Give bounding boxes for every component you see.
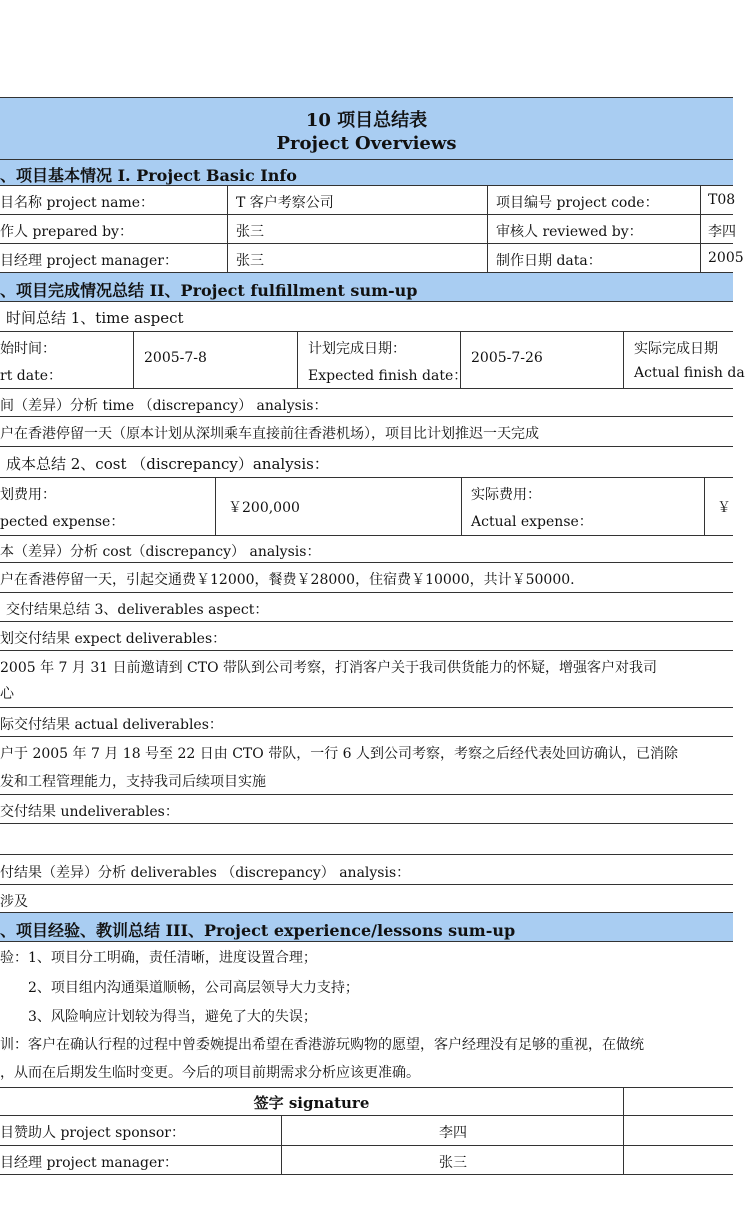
project-manager-label: 目经理 project manager： <box>0 253 179 269</box>
time-dates-row <box>0 331 745 388</box>
undeliverables-label-row: 交付结果 undeliverables： <box>0 794 733 823</box>
expected-finish-label-cn: 计划完成日期： <box>308 341 406 357</box>
project-code-value: T08 <box>708 192 736 208</box>
actual-finish-label-en: Actual finish da <box>634 365 745 381</box>
sponsor-value: 李四 <box>439 1125 467 1141</box>
cost-values-row <box>0 477 733 535</box>
start-date-value: 2005-7-8 <box>144 350 207 366</box>
experience-lessons-block <box>0 941 733 1087</box>
cost-analysis-label-row: 本（差异）分析 cost（discrepancy） analysis： <box>0 535 733 562</box>
manager-sign-label: 目经理 project manager： <box>0 1155 179 1171</box>
start-date-label-en: rt date： <box>0 368 62 384</box>
deliverables-analysis-text-row: 涉及 <box>0 884 733 912</box>
experience-item-3: 3、风险响应计划较为得当，避免了大的失误； <box>28 1009 317 1025</box>
date-value: 2005 <box>708 250 744 266</box>
section-basic-info-heading: 、项目基本情况 I. Project Basic Info <box>0 159 733 185</box>
project-code-label: 项目编号 project code： <box>496 195 659 211</box>
undeliverables-text-row <box>0 823 733 854</box>
project-name-value: T 客户考察公司 <box>236 195 334 211</box>
basic-info-row <box>0 185 736 214</box>
section-fulfillment-heading: 、项目完成情况总结 II、Project fulfillment sum-up <box>0 272 733 301</box>
expected-deliverables-label-row: 划交付结果 expect deliverables： <box>0 621 733 650</box>
actual-expense-label-en: Actual expense： <box>471 514 593 530</box>
basic-info-row <box>0 243 744 272</box>
table-title-row <box>0 97 733 159</box>
lesson-line-1: 训：客户在确认行程的过程中曾委婉提出希望在香港游玩购物的愿望，客户经理没有足够的重视，在做统 <box>0 1037 644 1053</box>
cost-analysis-text-row: 户在香港停留一天，引起交通费￥12000，餐费￥28000，住宿费￥10000，共计￥50000. <box>0 562 733 592</box>
reviewed-by-label: 审核人 reviewed by： <box>496 224 643 240</box>
deliverables-analysis-label-row: 付结果（差异）分析 deliverables （discrepancy） analysis： <box>0 854 733 884</box>
actual-expense-label-cn: 实际费用： <box>471 487 541 503</box>
planned-expense-value: ￥200,000 <box>228 500 300 516</box>
signature-heading-row <box>0 1087 733 1115</box>
signature-heading: 签字 signature <box>253 1094 370 1112</box>
signature-row <box>0 1145 733 1174</box>
table-title: 10 项目总结表 <box>305 110 428 131</box>
table-bottom-border <box>0 1174 733 1175</box>
actual-deliverables-label-row: 际交付结果 actual deliverables： <box>0 707 733 736</box>
start-date-label-cn: 始时间： <box>0 341 56 357</box>
expected-deliverables-text-row: 2005 年 7 月 31 日前邀请到 CTO 带队到公司考察，打消客户关于我司供货能力的怀疑，增强客户对我司 心 <box>0 650 733 707</box>
time-analysis-text-row: 户在香港停留一天（原本计划从深圳乘车直接前往香港机场），项目比计划推迟一天完成 <box>0 416 733 446</box>
prepared-by-value: 张三 <box>236 224 264 240</box>
table-subtitle: Project Overviews <box>276 133 457 154</box>
prepared-by-label: 作人 prepared by： <box>0 224 133 240</box>
experience-item-1: 验：1、项目分工明确，责任清晰，进度设置合理； <box>0 950 317 966</box>
deliverables-heading: 交付结果总结 3、deliverables aspect： <box>0 592 733 621</box>
manager-sign-value: 张三 <box>439 1155 467 1171</box>
actual-finish-label-cn: 实际完成日期 <box>634 341 718 357</box>
expected-finish-value: 2005-7-26 <box>471 350 543 366</box>
actual-deliverables-text-row: 户于 2005 年 7 月 18 号至 22 日由 CTO 带队，一行 6 人到公司考察，考察之后经代表处回访确认，已消除 发和工程管理能力，支持我司后续项目实施 <box>0 736 733 794</box>
project-manager-value: 张三 <box>236 253 264 269</box>
signature-row <box>0 1115 733 1145</box>
time-analysis-label-row: 间（差异）分析 time （discrepancy） analysis： <box>0 388 733 416</box>
reviewed-by-value: 李四 <box>708 224 736 240</box>
date-label: 制作日期 data： <box>496 253 602 269</box>
time-aspect-heading: 时间总结 1、time aspect <box>0 301 733 331</box>
cost-heading: 成本总结 2、cost （discrepancy）analysis： <box>0 446 733 477</box>
lesson-line-2: ，从而在后期发生临时变更。今后的项目前期需求分析应该更准确。 <box>0 1065 420 1081</box>
basic-info-row <box>0 214 736 243</box>
experience-item-2: 2、项目组内沟通渠道顺畅，公司高层领导大力支持； <box>28 980 359 996</box>
actual-expense-value: ￥ <box>717 500 731 516</box>
planned-expense-label-cn: 划费用： <box>0 487 56 503</box>
planned-expense-label-en: pected expense： <box>0 514 125 530</box>
sponsor-label: 目赞助人 project sponsor： <box>0 1125 185 1141</box>
project-name-label: 目名称 project name： <box>0 195 154 211</box>
expected-finish-label-en: Expected finish date： <box>308 368 468 384</box>
section-experience-heading: 、项目经验、教训总结 III、Project experience/lessons sum-up <box>0 912 733 941</box>
